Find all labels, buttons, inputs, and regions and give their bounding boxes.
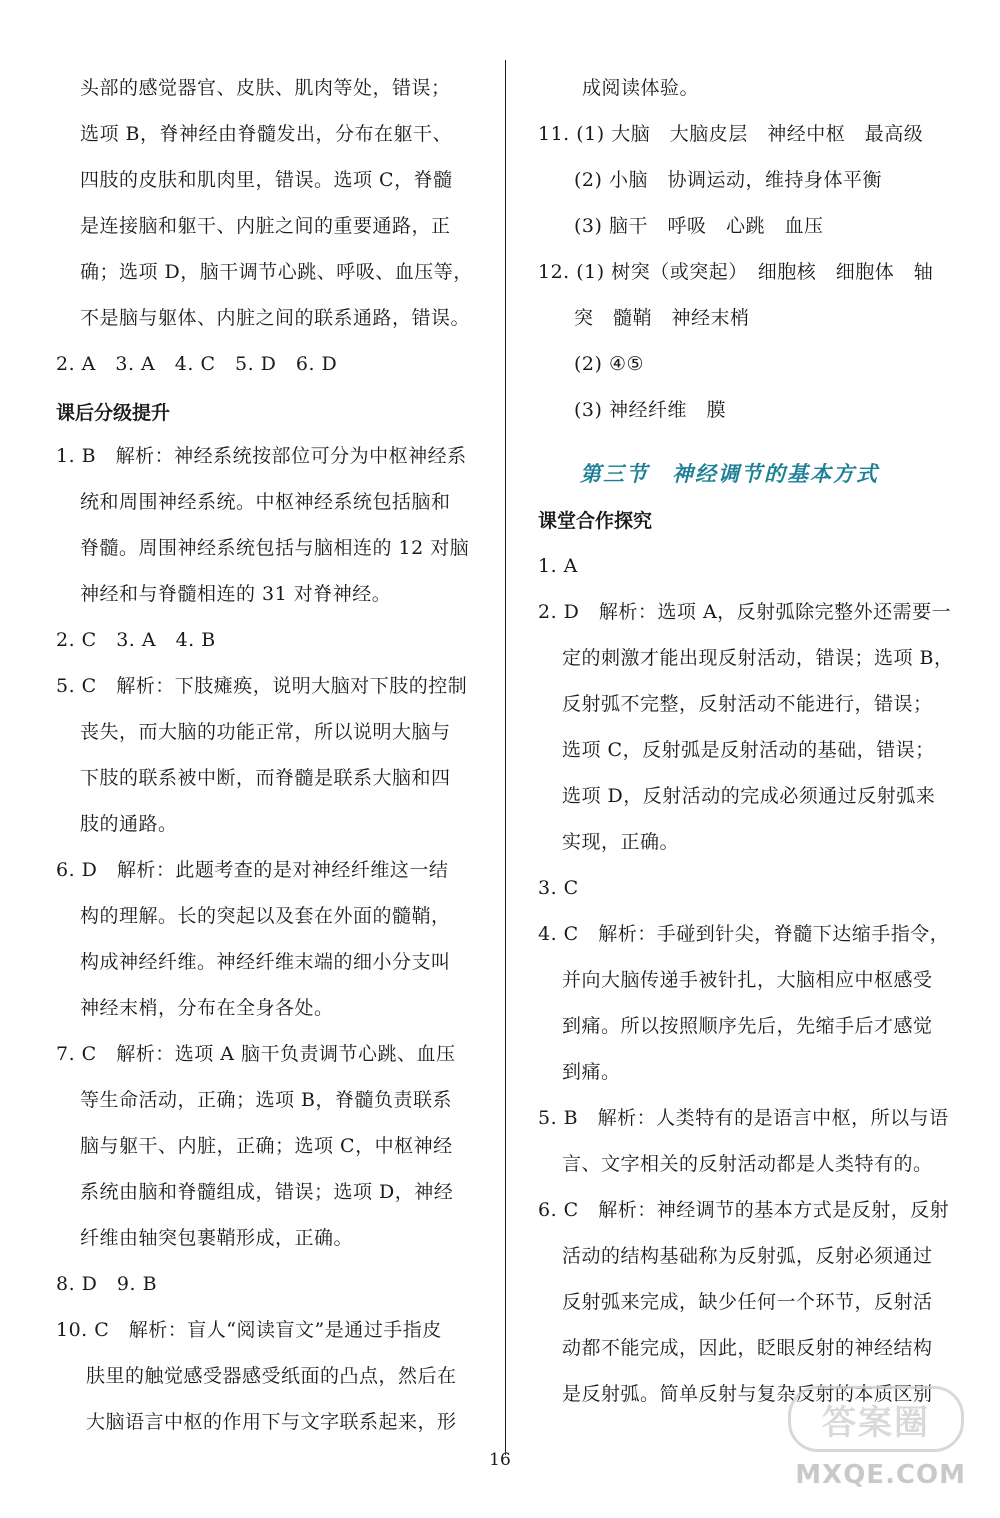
text-line: 不是脑与躯体、内脏之间的联系通路，错误。 (80, 307, 471, 329)
section-heading: 课后分级提升 (56, 402, 171, 424)
text-line: 纤维由轴突包裹鞘形成，正确。 (80, 1227, 354, 1249)
text-line: 头部的感觉器官、皮肤、肌肉等处，错误； (80, 77, 451, 99)
text-line: 选项 D，反射活动的完成必须通过反射弧来 (562, 785, 936, 807)
answer-line: 3. C (538, 877, 579, 899)
answer-line: 5. B 解析：人类特有的是语言中枢，所以与语 (538, 1107, 949, 1129)
answer-subline: (3) 神经纤维 膜 (574, 399, 726, 421)
answer-line: 12. (1) 树突（或突起） 细胞核 细胞体 轴 (538, 261, 934, 283)
text-line: 肢的通路。 (80, 813, 178, 835)
text-line: 反射弧不完整，反射活动不能进行，错误； (562, 693, 933, 715)
answer-subline: (2) ④⑤ (574, 353, 645, 375)
text-line: 突 髓鞘 神经末梢 (574, 307, 750, 329)
text-line: 活动的结构基础称为反射弧，反射必须通过 (562, 1245, 933, 1267)
answer-line: 10. C 解析：盲人“阅读盲文”是通过手指皮 (56, 1319, 442, 1341)
answer-line: 5. C 解析：下肢瘫痪，说明大脑对下肢的控制 (56, 675, 468, 697)
text-line: 到痛。所以按照顺序先后，先缩手后才感觉 (562, 1015, 933, 1037)
watermark-badge: 答案圈 (788, 1386, 964, 1452)
section-heading: 课堂合作探究 (538, 510, 653, 532)
text-line: 定的刺激才能出现反射活动，错误；选项 B， (562, 647, 954, 669)
text-line: 四肢的皮肤和肌肉里，错误。选项 C，脊髓 (80, 169, 453, 191)
text-line: 脊髓。周围神经系统包括与脑相连的 12 对脑 (80, 537, 470, 559)
answer-line: 6. C 解析：神经调节的基本方式是反射，反射 (538, 1199, 950, 1221)
answer-subline: (2) 小脑 协调运动，维持身体平衡 (574, 169, 882, 191)
answer-subline: (3) 脑干 呼吸 心跳 血压 (574, 215, 824, 237)
column-divider (505, 60, 506, 1455)
text-line: 下肢的联系被中断，而脊髓是联系大脑和四 (80, 767, 451, 789)
text-line: 脑与躯干、内脏，正确；选项 C，中枢神经 (80, 1135, 453, 1157)
answer-line: 1. A (538, 555, 578, 577)
watermark-url: MXQE.COM (795, 1460, 966, 1490)
text-line: 是反射弧。简单反射与复杂反射的本质区别 (562, 1383, 933, 1405)
answer-line: 1. B 解析：神经系统按部位可分为中枢神经系 (56, 445, 467, 467)
answer-line: 2. D 解析：选项 A，反射弧除完整外还需要一 (538, 601, 952, 623)
text-line: 是连接脑和躯干、内脏之间的重要通路，正 (80, 215, 451, 237)
text-line: 动都不能完成，因此，眨眼反射的神经结构 (562, 1337, 933, 1359)
text-line: 统和周围神经系统。中枢神经系统包括脑和 (80, 491, 451, 513)
text-line: 选项 B，脊神经由脊髓发出，分布在躯干、 (80, 123, 453, 145)
text-line: 系统由脑和脊髓组成，错误；选项 D，神经 (80, 1181, 454, 1203)
text-line: 神经末梢，分布在全身各处。 (80, 997, 334, 1019)
answer-line: 8. D 9. B (56, 1273, 158, 1295)
answer-line: 6. D 解析：此题考查的是对神经纤维这一结 (56, 859, 449, 881)
section-title: 第三节 神经调节的基本方式 (580, 462, 879, 486)
answer-line: 7. C 解析：选项 A 脑干负责调节心跳、血压 (56, 1043, 456, 1065)
text-line: 等生命活动，正确；选项 B，脊髓负责联系 (80, 1089, 453, 1111)
text-line: 构成神经纤维。神经纤维末端的细小分支叫 (80, 951, 451, 973)
text-line: 言、文字相关的反射活动都是人类特有的。 (562, 1153, 933, 1175)
text-line: 构的理解。长的突起以及套在外面的髓鞘， (80, 905, 451, 927)
text-line: 并向大脑传递手被针扎，大脑相应中枢感受 (562, 969, 933, 991)
answer-line: 4. C 解析：手碰到针尖，脊髓下达缩手指令， (538, 923, 950, 945)
text-line: 反射弧来完成，缺少任何一个环节，反射活 (562, 1291, 933, 1313)
text-line: 到痛。 (562, 1061, 621, 1083)
text-line: 肤里的触觉感受器感受纸面的凸点，然后在 (86, 1365, 457, 1387)
text-line: 实现，正确。 (562, 831, 680, 853)
answer-line: 2. A 3. A 4. C 5. D 6. D (56, 353, 338, 375)
text-line: 成阅读体验。 (582, 77, 700, 99)
watermark-logo (756, 1386, 986, 1496)
text-line: 大脑语言中枢的作用下与文字联系起来，形 (86, 1411, 457, 1433)
text-line: 确；选项 D，脑干调节心跳、呼吸、血压等， (80, 261, 473, 283)
text-line: 丧失，而大脑的功能正常，所以说明大脑与 (80, 721, 451, 743)
answer-line: 11. (1) 大脑 大脑皮层 神经中枢 最高级 (538, 123, 924, 145)
text-line: 神经和与脊髓相连的 31 对脊神经。 (80, 583, 392, 605)
page-number: 16 (489, 1450, 511, 1470)
answer-line: 2. C 3. A 4. B (56, 629, 216, 651)
text-line: 选项 C，反射弧是反射活动的基础，错误； (562, 739, 935, 761)
